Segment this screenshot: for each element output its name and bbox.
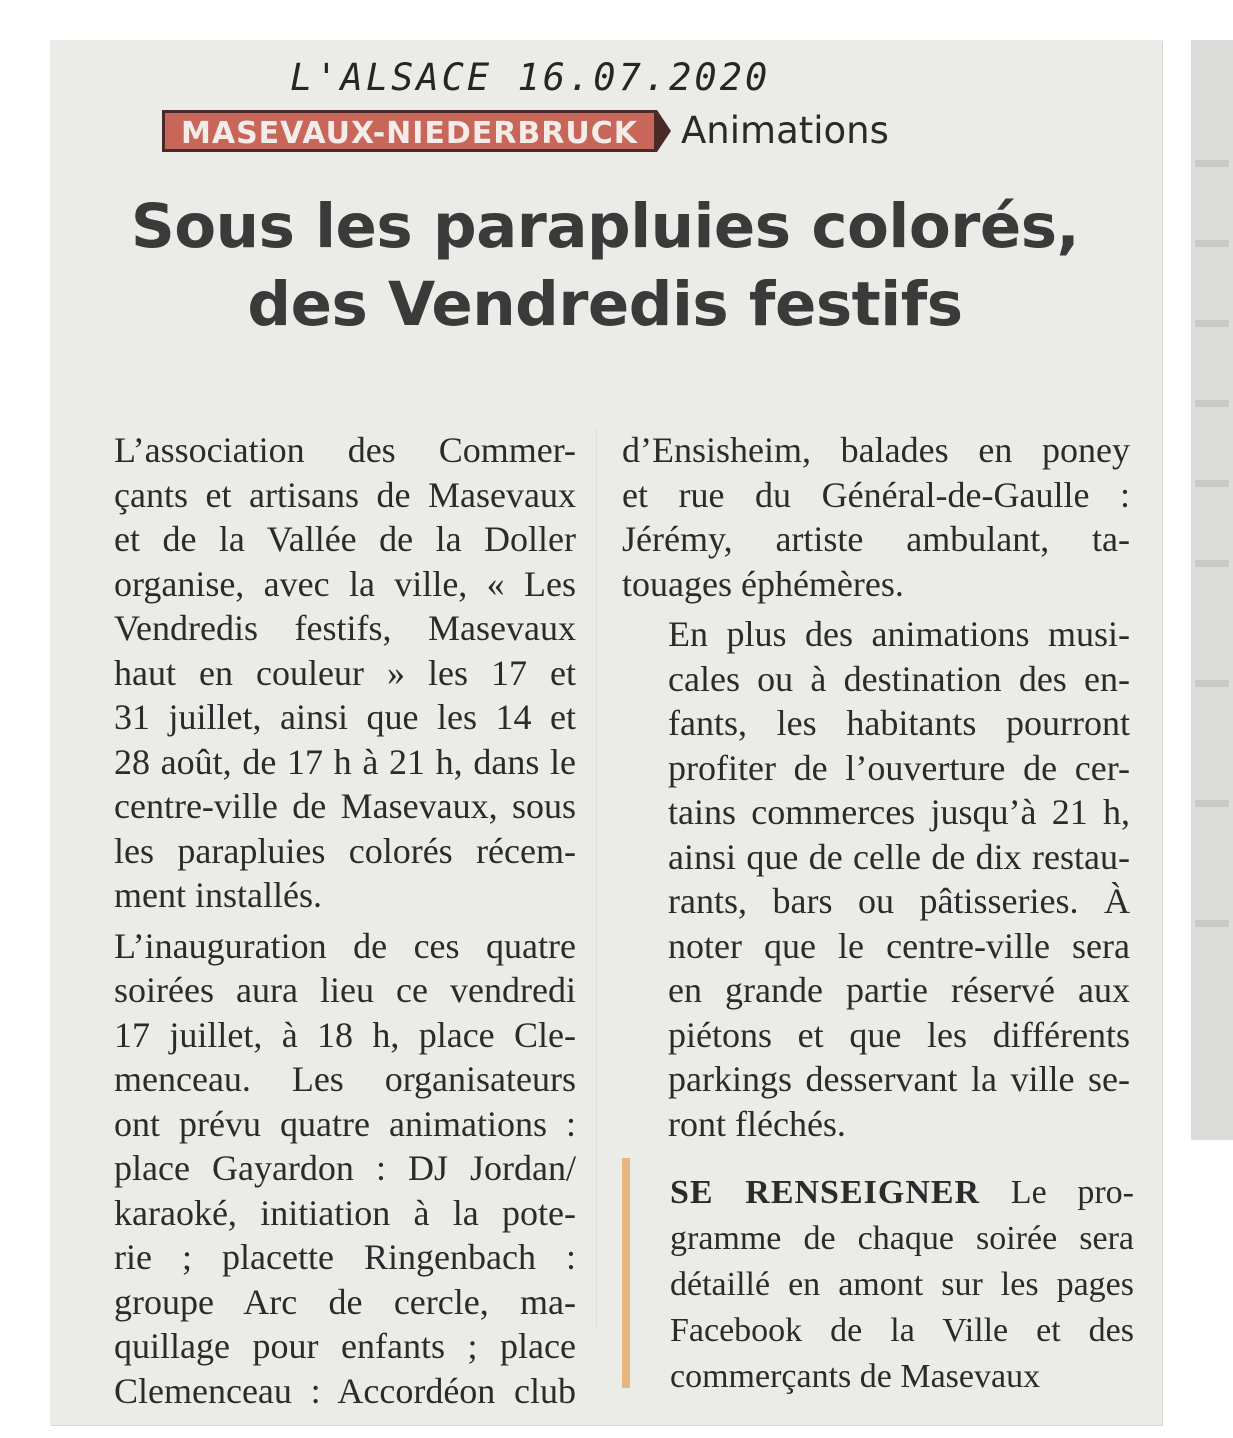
info-box <box>622 1158 1134 1395</box>
adjacent-clipping-edge <box>1191 40 1233 1140</box>
rubric-arrow-icon <box>657 110 671 152</box>
text-line: commerçants de Masevaux <box>670 1358 1041 1395</box>
ghost-text-line <box>1195 560 1229 567</box>
text-line: tains commerces jusqu’à 21 h, <box>668 792 1130 832</box>
text-line: soirées aura lieu ce vendredi <box>114 970 576 1010</box>
text-line: les parapluies colorés récem- <box>114 830 576 871</box>
text-line: karaoké, initiation à la pote- <box>114 1192 576 1233</box>
ghost-text-line <box>1195 800 1229 807</box>
text-line: 31 juillet, ainsi que les 14 et <box>114 697 576 737</box>
article-headline <box>60 188 1150 344</box>
headline-line: des Vendredis festifs <box>247 269 963 340</box>
article-paragraph-continued <box>622 428 1130 606</box>
info-accent-bar <box>622 1158 630 1388</box>
ghost-text-line <box>1195 680 1229 687</box>
text-line: organise, avec la ville, « Les <box>114 563 576 604</box>
ghost-text-line <box>1195 320 1229 327</box>
text-line: et de la Vallée de la Doller <box>114 519 576 559</box>
article-column-right <box>622 428 1130 1146</box>
text-line: menceau. Les organisateurs <box>114 1059 576 1099</box>
text-line: place Gayardon : DJ Jordan/ <box>114 1148 576 1188</box>
text-line: L’association des Commer- <box>114 430 576 470</box>
info-first-line <box>670 1170 1134 1216</box>
article-column-left <box>68 428 576 1413</box>
ghost-text-line <box>1195 160 1229 167</box>
text-line: cales ou à destination des en- <box>668 658 1130 699</box>
text-line: et rue du Général-de-Gaulle : <box>622 474 1130 515</box>
text-line: ront fléchés. <box>668 1103 846 1144</box>
text-line: d’Ensisheim, balades en poney <box>622 430 1130 470</box>
text-line: noter que le centre-ville sera <box>668 925 1130 966</box>
text-line: rants, bars ou pâtisseries. À <box>668 881 1130 921</box>
text-line: fants, les habitants pourront <box>668 703 1130 743</box>
text-line: En plus des animations musi- <box>668 614 1130 654</box>
text-line: ment installés. <box>114 875 322 915</box>
rubric-topic: Animations <box>681 109 889 152</box>
text-line: Vendredis festifs, Masevaux <box>114 608 576 648</box>
ghost-text-line <box>1195 480 1229 487</box>
info-text <box>670 1170 1134 1400</box>
article-paragraph <box>68 428 576 918</box>
ghost-text-line <box>1195 240 1229 247</box>
text-line: ont prévu quatre animations : <box>114 1103 576 1144</box>
text-line: piétons et que les différents <box>668 1014 1130 1055</box>
text-line: gramme de chaque soirée sera <box>670 1220 1134 1257</box>
column-divider <box>596 428 597 1328</box>
ghost-text-line <box>1195 400 1229 407</box>
text-line: haut en couleur » les 17 et <box>114 652 576 693</box>
text-line: 28 août, de 17 h à 21 h, dans le <box>114 741 576 782</box>
text-line: quillage pour enfants ; place <box>114 1326 576 1366</box>
text-line: centre-ville de Masevaux, sous <box>114 786 576 826</box>
text-line: Facebook de la Ville et des <box>670 1312 1134 1349</box>
newspaper-clipping <box>50 40 1162 1425</box>
headline-line: Sous les parapluies colorés, <box>130 191 1080 262</box>
ghost-text-line <box>1195 920 1229 927</box>
section-rubric <box>162 110 889 152</box>
text-line: çants et artisans de Masevaux <box>114 474 576 515</box>
article-paragraph <box>68 924 576 1414</box>
text-line: en grande partie réservé aux <box>668 970 1130 1010</box>
location-tag: MASEVAUX-NIEDERBRUCK <box>162 110 657 152</box>
text-line: 17 juillet, à 18 h, place Cle- <box>114 1014 576 1055</box>
text-line: L’inauguration de ces quatre <box>114 925 576 966</box>
text-line: touages éphémères. <box>622 563 904 604</box>
text-line: parkings desservant la ville se- <box>668 1059 1130 1099</box>
text-line: groupe Arc de cercle, ma- <box>114 1281 576 1322</box>
text-line: Jérémy, artiste ambulant, ta- <box>622 519 1130 559</box>
article-paragraph <box>622 612 1130 1146</box>
text-line: Clemenceau : Accordéon club <box>114 1370 576 1411</box>
text-fragment: Le pro- <box>1010 1174 1134 1211</box>
text-line: rie ; placette Ringenbach : <box>114 1237 576 1277</box>
info-label: SE RENSEIGNER <box>670 1174 981 1211</box>
text-line: détaillé en amont sur les pages <box>670 1266 1134 1303</box>
handwritten-source-note: L'ALSACE 16.07.2020 <box>290 56 771 99</box>
text-line: ainsi que de celle de dix restau- <box>668 836 1130 877</box>
text-line: profiter de l’ouverture de cer- <box>668 747 1130 788</box>
